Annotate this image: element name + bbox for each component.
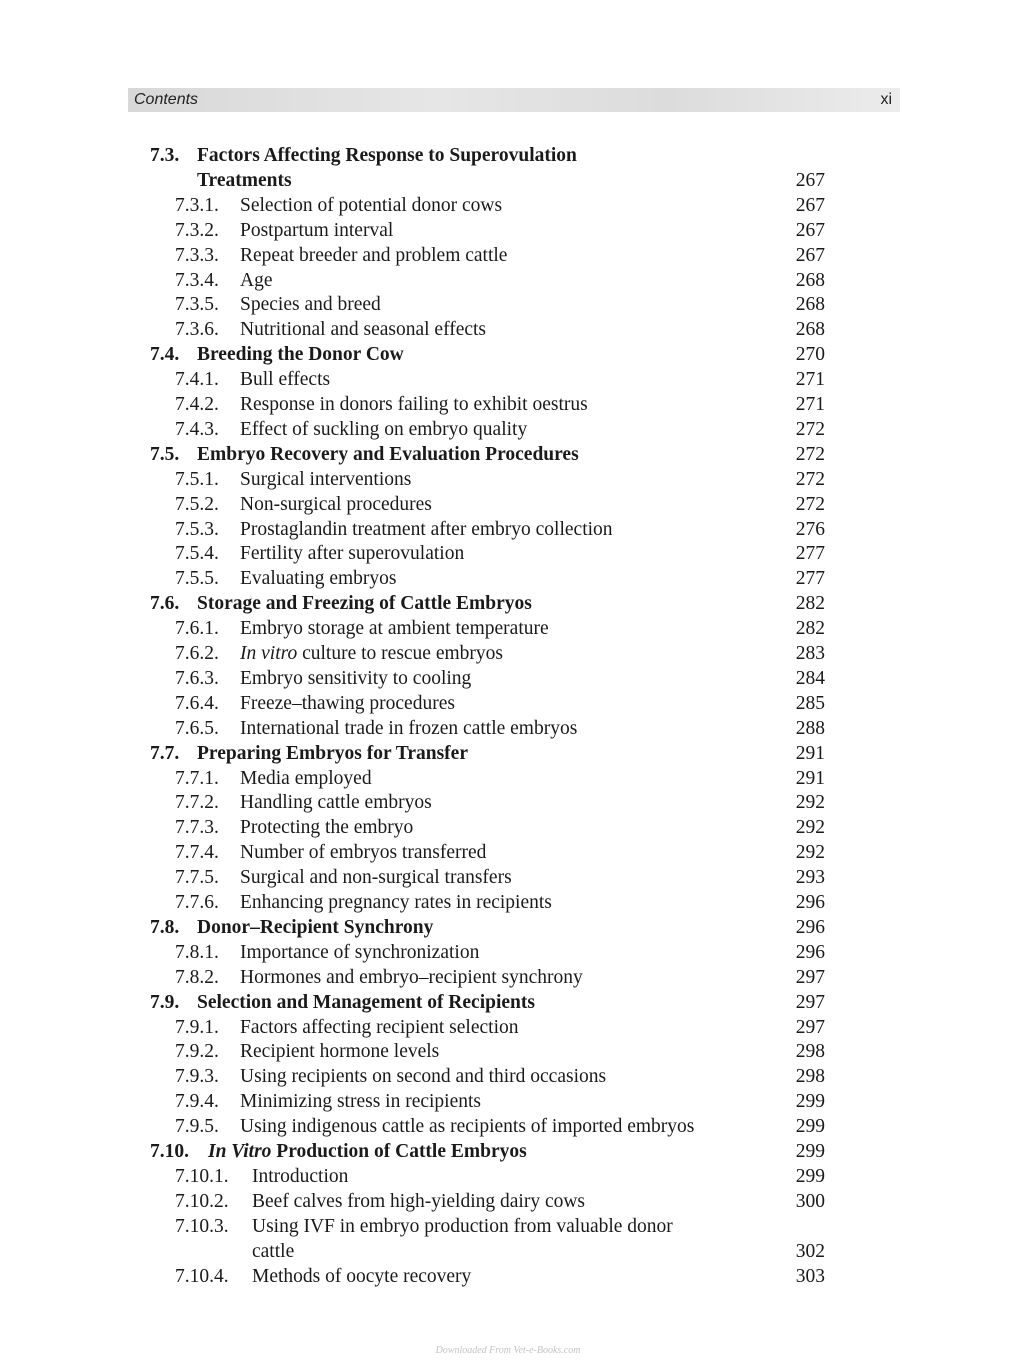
toc-entry-number: 7.9. <box>150 991 180 1013</box>
toc-entry-page: 292 <box>795 792 825 814</box>
toc-entry-title: Treatments <box>197 169 292 191</box>
toc-entry-number: 7.10.2. <box>175 1190 229 1212</box>
toc-entry-number: 7.9.1. <box>175 1016 219 1038</box>
toc-entry-page: 299 <box>795 1091 825 1113</box>
toc-entry-page: 291 <box>795 742 825 764</box>
toc-entry-page: 272 <box>795 468 825 490</box>
toc-entry-title: Non-surgical procedures <box>240 493 432 515</box>
toc-entry-page: 272 <box>795 418 825 440</box>
toc-entry-page: 302 <box>795 1240 825 1262</box>
toc-entry-number: 7.3.5. <box>175 294 219 316</box>
toc-subsection-entry <box>0 840 1016 865</box>
toc-entry-title: Using IVF in embryo production from valuable donor <box>252 1215 673 1237</box>
toc-entry-title: Number of embryos transferred <box>240 842 487 864</box>
toc-entry-page: 272 <box>795 443 825 465</box>
toc-subsection-entry <box>0 1064 1016 1089</box>
toc-entry-page: 267 <box>795 219 825 241</box>
toc-entry-page: 284 <box>795 667 825 689</box>
toc-entry-page: 292 <box>795 817 825 839</box>
toc-entry-title: Importance of synchronization <box>240 941 480 963</box>
toc-entry-italic-term: In Vitro <box>208 1141 272 1162</box>
toc-entry-page: 271 <box>795 394 825 415</box>
toc-entry-page: 296 <box>795 941 825 963</box>
toc-subsection-entry <box>0 317 1016 342</box>
toc-subsection-entry <box>0 243 1016 268</box>
toc-entry-number: 7.4.3. <box>175 418 219 440</box>
toc-entry-title: Hormones and embryo–recipient synchrony <box>240 966 583 988</box>
toc-entry-title: Embryo storage at ambient temperature <box>240 618 549 640</box>
toc-entry-title: Prostaglandin treatment after embryo collection <box>240 518 613 540</box>
toc-entry-number: 7.5.1. <box>175 468 219 490</box>
toc-entry-number: 7.6.1. <box>175 618 219 640</box>
toc-subsection-entry <box>0 1264 1016 1289</box>
running-head-title: Contents <box>134 91 199 108</box>
toc-subsection-entry <box>0 890 1016 915</box>
toc-entry-title: Introduction <box>252 1165 349 1187</box>
toc-entry-number: 7.6.4. <box>175 692 219 714</box>
toc-entry-number: 7.3.1. <box>175 194 219 216</box>
toc-entry-page: 277 <box>795 568 825 590</box>
toc-entry-title: International trade in frozen cattle embryos <box>240 717 578 739</box>
toc-entry-number: 7.7.6. <box>175 892 219 913</box>
toc-subsection-entry <box>0 218 1016 243</box>
toc-entry-number: 7.4.1. <box>175 369 219 391</box>
toc-entry-page: 267 <box>795 194 825 216</box>
toc-entry-page: 283 <box>795 643 825 664</box>
toc-entry-number: 7.6.2. <box>175 643 219 664</box>
toc-entry-page: 267 <box>795 244 825 266</box>
toc-entry-page: 271 <box>795 369 825 391</box>
toc-section-entry <box>0 915 1016 940</box>
toc-entry-number: 7.9.5. <box>175 1116 219 1138</box>
toc-entry-page: 298 <box>795 1066 825 1088</box>
toc-subsection-entry <box>0 417 1016 442</box>
toc-entry-page: 303 <box>795 1265 825 1287</box>
toc-entry-title: Surgical interventions <box>240 468 412 490</box>
toc-subsection-entry <box>0 940 1016 965</box>
toc-subsection-entry <box>0 492 1016 517</box>
toc-entry-title: Selection of potential donor cows <box>240 194 503 216</box>
toc-entry-number: 7.5.2. <box>175 493 219 515</box>
toc-subsection-entry <box>0 467 1016 492</box>
toc-entry-title: Factors affecting recipient selection <box>240 1016 519 1038</box>
toc-entry-title: Embryo Recovery and Evaluation Procedures <box>197 443 579 465</box>
toc-entry-page: 285 <box>795 692 825 714</box>
toc-entry-number: 7.7.4. <box>175 842 219 864</box>
running-head <box>128 88 900 112</box>
toc-entry-title-rest: Production of Cattle Embryos <box>271 1141 527 1162</box>
toc-subsection-entry <box>0 1214 1016 1239</box>
toc-entry-page: 276 <box>795 518 825 540</box>
toc-entry-page: 293 <box>795 867 825 889</box>
toc-entry-title: Embryo sensitivity to cooling <box>240 667 472 689</box>
toc-entry-number: 7.9.2. <box>175 1041 219 1063</box>
toc-entry-number: 7.10.4. <box>175 1265 229 1287</box>
toc-entry-title: Donor–Recipient Synchrony <box>197 916 434 938</box>
toc-entry-page: 297 <box>795 1016 825 1038</box>
toc-entry-title: Methods of oocyte recovery <box>252 1265 472 1287</box>
toc-entry-number: 7.5.3. <box>175 518 219 540</box>
toc-entry-number: 7.7.5. <box>175 867 219 889</box>
toc-entry-title: Bull effects <box>240 369 331 391</box>
toc-entry-title: Storage and Freezing of Cattle Embryos <box>197 593 532 615</box>
toc-entry-number: 7.6.3. <box>175 667 219 689</box>
toc-section-entry <box>0 990 1016 1015</box>
toc-entry-number: 7.4. <box>150 344 180 366</box>
toc-entry-page: 277 <box>795 543 825 565</box>
toc-entry-title: Factors Affecting Response to Superovulation <box>197 145 577 166</box>
toc-entry-page: 268 <box>795 319 825 341</box>
toc-subsection-entry <box>0 392 1016 417</box>
toc-entry-title: Minimizing stress in recipients <box>240 1091 482 1113</box>
toc-entry-number: 7.3.4. <box>175 269 219 291</box>
toc-subsection-entry <box>0 865 1016 890</box>
toc-entry-number: 7.5. <box>150 443 180 465</box>
toc-subsection-entry <box>0 1189 1016 1214</box>
toc-entry-page: 297 <box>795 991 825 1013</box>
toc-entry-title: Response in donors failing to exhibit oestrus <box>240 394 588 415</box>
toc-subsection-entry <box>0 1114 1016 1139</box>
toc-subsection-entry <box>0 1015 1016 1040</box>
toc-entry-title: Beef calves from high-yielding dairy cows <box>252 1190 586 1212</box>
toc-entry-page: 297 <box>795 966 825 988</box>
toc-entry-title: Postpartum interval <box>240 219 394 241</box>
toc-entry-title: Using recipients on second and third occasions <box>240 1066 607 1088</box>
toc-entry-title: Age <box>240 269 273 291</box>
toc-entry-page: 288 <box>795 717 825 739</box>
toc-section-entry <box>0 1139 1016 1164</box>
toc-entry-title: Preparing Embryos for Transfer <box>197 742 468 764</box>
toc-subsection-entry <box>0 1239 1016 1264</box>
toc-entry-title <box>208 1139 527 1164</box>
toc-entry-number: 7.8.1. <box>175 941 219 963</box>
toc-subsection-entry <box>0 641 1016 666</box>
toc-subsection-entry <box>0 716 1016 741</box>
toc-entry-number: 7.7.2. <box>175 792 219 814</box>
toc-entry-page: 291 <box>795 767 825 789</box>
toc-entry-number: 7.7.1. <box>175 767 219 789</box>
toc-section-entry <box>0 741 1016 766</box>
toc-entry-page: 292 <box>795 842 825 864</box>
toc-entry-number: 7.3.3. <box>175 244 219 266</box>
toc-entry-number: 7.10.3. <box>175 1215 229 1237</box>
toc-entry-title: Repeat breeder and problem cattle <box>240 244 508 266</box>
toc-entry-number: 7.3.6. <box>175 319 219 341</box>
toc-entry-number: 7.10.1. <box>175 1165 229 1187</box>
toc-entry-page: 272 <box>795 493 825 515</box>
toc-entry-title: Enhancing pregnancy rates in recipients <box>240 892 552 913</box>
toc-subsection-entry <box>0 292 1016 317</box>
toc-entry-title: Media employed <box>240 767 372 789</box>
toc-entry-title: Selection and Management of Recipients <box>197 991 535 1013</box>
toc-subsection-entry <box>0 616 1016 641</box>
toc-entry-page: 282 <box>795 593 825 615</box>
toc-entry-title-rest: culture to rescue embryos <box>297 643 503 664</box>
toc-subsection-entry <box>0 541 1016 566</box>
toc-subsection-entry <box>0 965 1016 990</box>
toc-entry-page: 296 <box>795 892 825 913</box>
toc-entry-number: 7.3. <box>150 145 180 166</box>
toc-entry-number: 7.3.2. <box>175 219 219 241</box>
toc-subsection-entry <box>0 1039 1016 1064</box>
toc-subsection-entry <box>0 517 1016 542</box>
toc-subsection-entry <box>0 268 1016 293</box>
toc-subsection-entry <box>0 1089 1016 1114</box>
toc-entry-page: 296 <box>795 916 825 938</box>
toc-entry-number: 7.8.2. <box>175 966 219 988</box>
toc-subsection-entry <box>0 790 1016 815</box>
toc-entry-number: 7.9.3. <box>175 1066 219 1088</box>
toc-entry-page: 282 <box>795 618 825 640</box>
toc-subsection-entry <box>0 666 1016 691</box>
toc-subsection-entry <box>0 193 1016 218</box>
toc-entry-title: Effect of suckling on embryo quality <box>240 418 528 440</box>
toc-subsection-entry <box>0 566 1016 591</box>
toc-entry-title: Handling cattle embryos <box>240 792 432 814</box>
toc-entry-page: 298 <box>795 1041 825 1063</box>
toc-entry-page: 299 <box>795 1165 825 1187</box>
toc-entry-number: 7.8. <box>150 916 180 938</box>
toc-entry-title: Recipient hormone levels <box>240 1041 440 1063</box>
toc-subsection-entry <box>0 815 1016 840</box>
toc-entry-title: Protecting the embryo <box>240 817 414 839</box>
toc-entry-title: cattle <box>252 1240 295 1262</box>
toc-section-entry <box>0 342 1016 367</box>
toc-subsection-entry <box>0 766 1016 791</box>
toc-entry-number: 7.6.5. <box>175 717 219 739</box>
footer-watermark: Downloaded From Vet-e-Books.com <box>435 1345 581 1356</box>
toc-entry-title: Evaluating embryos <box>240 568 397 590</box>
toc-entry-page: 299 <box>795 1116 825 1138</box>
toc-entry-italic-term: In vitro <box>240 643 298 664</box>
toc-subsection-entry <box>0 691 1016 716</box>
toc-subsection-entry <box>0 1164 1016 1189</box>
toc-entry-number: 7.5.5. <box>175 568 219 590</box>
toc-entry-number: 7.6. <box>150 593 180 615</box>
toc-entry-page: 300 <box>795 1190 825 1212</box>
toc-entry-title: Fertility after superovulation <box>240 543 465 565</box>
toc-subsection-entry <box>0 367 1016 392</box>
toc-entry-title: Using indigenous cattle as recipients of imported embryos <box>240 1116 695 1138</box>
toc-entry-page: 267 <box>795 169 825 191</box>
toc-entry-title: Nutritional and seasonal effects <box>240 319 487 341</box>
toc-entry-number: 7.7. <box>150 742 180 764</box>
toc-section-entry <box>0 143 1016 168</box>
toc-section-entry <box>0 591 1016 616</box>
toc-section-entry <box>0 442 1016 467</box>
toc-entry-number: 7.4.2. <box>175 394 219 415</box>
toc-entry-number: 7.9.4. <box>175 1091 219 1113</box>
toc-entry-number: 7.5.4. <box>175 543 219 565</box>
toc-entry-page: 268 <box>795 294 825 316</box>
page-number: xi <box>880 91 892 108</box>
toc-entry-number: 7.10. <box>150 1141 189 1162</box>
toc-entry-title: Surgical and non-surgical transfers <box>240 867 512 889</box>
toc-section-entry <box>0 168 1016 193</box>
toc-entry-title <box>240 641 503 666</box>
toc-entry-number: 7.7.3. <box>175 817 219 839</box>
toc-entry-page: 299 <box>795 1141 825 1162</box>
toc-entry-title: Freeze–thawing procedures <box>240 692 455 714</box>
toc-entry-page: 270 <box>795 344 825 366</box>
toc-entry-title: Species and breed <box>240 294 381 316</box>
toc-entry-title: Breeding the Donor Cow <box>197 344 404 366</box>
toc-entry-page: 268 <box>795 269 825 291</box>
